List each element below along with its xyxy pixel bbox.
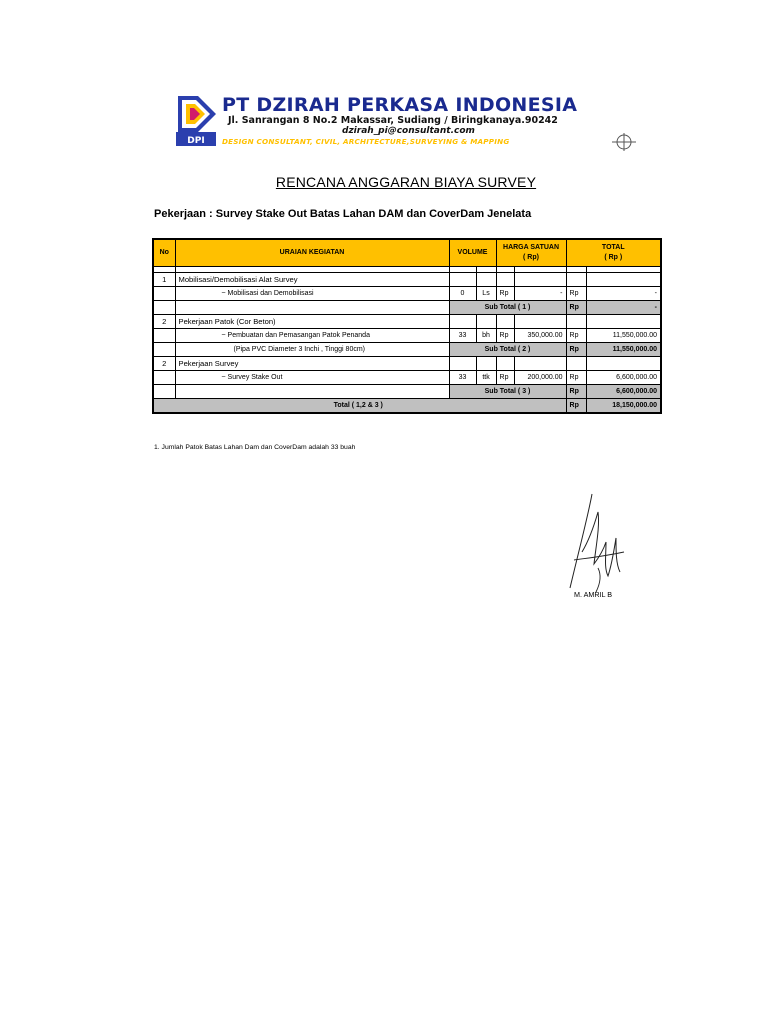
logo-text: DPI — [187, 136, 205, 146]
section-row — [153, 357, 661, 371]
company-email: dzirah_pi@consultant.com — [342, 126, 475, 136]
header-harga-line1: HARGA SATUAN — [503, 244, 560, 251]
header-total-line2: ( Rp ) — [604, 254, 623, 261]
company-tagline: DESIGN CONSULTANT, CIVIL, ARCHITECTURE,SURVEYING & MAPPING — [222, 137, 510, 146]
signature — [558, 486, 638, 596]
company-logo — [172, 92, 220, 148]
company-name: PT DZIRAH PERKASA INDONESIA — [222, 94, 578, 116]
header-total — [566, 239, 661, 267]
cost-estimate-table — [152, 238, 662, 414]
item-total: - — [586, 287, 661, 301]
total-currency: Rp — [566, 371, 586, 385]
header-harga-line2: ( Rp) — [523, 254, 539, 261]
subtotal-value: - — [586, 301, 661, 315]
subtotal-currency: Rp — [566, 343, 586, 357]
company-address: Jl. Sanrangan 8 No.2 Makassar, Sudiang / Biringkanaya.90242 — [228, 115, 558, 126]
table-row — [153, 329, 661, 343]
item-price: - — [514, 287, 566, 301]
grand-total-label: Total ( 1,2 & 3 ) — [153, 399, 566, 414]
footnote: 1. Jumlah Patok Batas Lahan Dam dan CoverDam adalah 33 buah — [154, 444, 356, 451]
crosshair-icon — [612, 132, 636, 152]
section-number: 2 — [153, 315, 175, 329]
item-description: ~ Survey Stake Out — [175, 371, 449, 385]
subtotal-currency: Rp — [566, 301, 586, 315]
header-no: No — [153, 239, 175, 267]
section-name: Mobilisasi/Demobilisasi Alat Survey — [175, 273, 449, 287]
table-row — [153, 287, 661, 301]
section-row — [153, 273, 661, 287]
total-currency: Rp — [566, 287, 586, 301]
grand-total-value: 18,150,000.00 — [586, 399, 661, 414]
subtotal-value: 11,550,000.00 — [586, 343, 661, 357]
subtotal-value: 6,600,000.00 — [586, 385, 661, 399]
subtotal-label: Sub Total ( 2 ) — [449, 343, 566, 357]
subtotal-row — [153, 301, 661, 315]
item-total: 6,600,000.00 — [586, 371, 661, 385]
item-unit: ttk — [476, 371, 496, 385]
header-uraian: URAIAN KEGIATAN — [175, 239, 449, 267]
price-currency: Rp — [496, 371, 514, 385]
document-title: RENCANA ANGGARAN BIAYA SURVEY — [275, 174, 537, 190]
price-currency: Rp — [496, 329, 514, 343]
price-currency: Rp — [496, 287, 514, 301]
subtotal-label: Sub Total ( 1 ) — [449, 301, 566, 315]
subtotal-label: Sub Total ( 3 ) — [449, 385, 566, 399]
section-name: Pekerjaan Survey — [175, 357, 449, 371]
item-unit: bh — [476, 329, 496, 343]
item-qty: 33 — [449, 371, 476, 385]
item-qty: 33 — [449, 329, 476, 343]
letterhead — [152, 86, 644, 154]
subtotal-row — [153, 385, 661, 399]
grand-total-currency: Rp — [566, 399, 586, 414]
item-price: 200,000.00 — [514, 371, 566, 385]
header-volume: VOLUME — [449, 239, 496, 267]
item-price: 350,000.00 — [514, 329, 566, 343]
item-description: ~ Pembuatan dan Pemasangan Patok Penanda — [175, 329, 449, 343]
section-name: Pekerjaan Patok (Cor Beton) — [175, 315, 449, 329]
item-total: 11,550,000.00 — [586, 329, 661, 343]
table-row — [153, 371, 661, 385]
item-qty: 0 — [449, 287, 476, 301]
header-total-line1: TOTAL — [601, 244, 625, 251]
header-harga — [496, 239, 566, 267]
subtotal-currency: Rp — [566, 385, 586, 399]
subtotal-row — [153, 343, 661, 357]
section-number: 2 — [153, 357, 175, 371]
item-note: (Pipa PVC Diameter 3 Inchi , Tinggi 80cm) — [175, 343, 449, 357]
grand-total-row — [153, 399, 661, 414]
section-number: 1 — [153, 273, 175, 287]
item-unit: Ls — [476, 287, 496, 301]
item-description: ~ Mobilisasi dan Demobilisasi — [175, 287, 449, 301]
total-currency: Rp — [566, 329, 586, 343]
section-row — [153, 315, 661, 329]
job-description: Pekerjaan : Survey Stake Out Batas Lahan DAM dan CoverDam Jenelata — [154, 208, 532, 220]
signer-name: M. AMRIL B — [574, 590, 613, 599]
table-header-row — [153, 239, 661, 267]
